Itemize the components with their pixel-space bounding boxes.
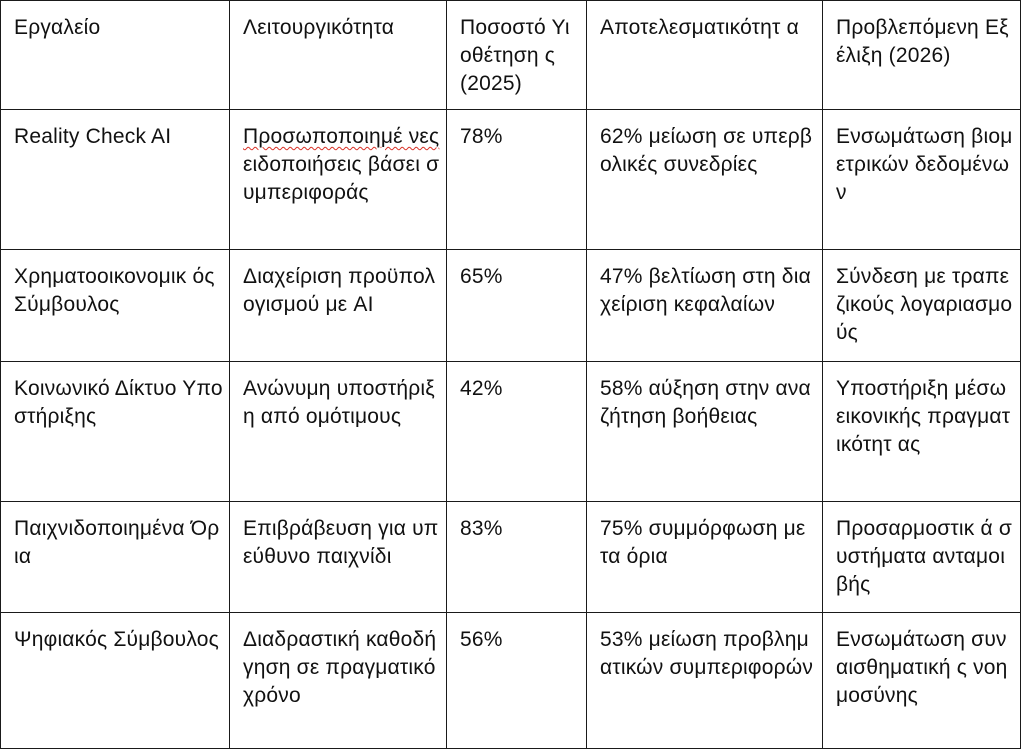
cell-tool: Χρηματοοικονομικ ός Σύμβουλος bbox=[1, 250, 230, 362]
cell-evolution: Σύνδεση με τραπεζικούς λογαριασμούς bbox=[823, 250, 1021, 362]
spellcheck-flagged-word[interactable]: Προσωποποιημέ νες bbox=[243, 125, 440, 148]
table-row bbox=[1, 250, 1021, 362]
cell-evolution: Ενσωμάτωση βιομετρικών δεδομένων bbox=[823, 110, 1021, 250]
cell-functionality: Διαχείριση προϋπολογισμού με AI bbox=[230, 250, 447, 362]
cell-evolution: Ενσωμάτωση συναισθηματική ς νοημοσύνης bbox=[823, 613, 1021, 749]
cell-functionality: Επιβράβευση για υπεύθυνο παιχνίδι bbox=[230, 502, 447, 613]
table-row bbox=[1, 502, 1021, 613]
cell-effectiveness: 58% αύξηση στην αναζήτηση βοήθειας bbox=[587, 362, 823, 502]
cell-adoption: 42% bbox=[447, 362, 587, 502]
cell-adoption: 65% bbox=[447, 250, 587, 362]
cell-adoption: 83% bbox=[447, 502, 587, 613]
table-row bbox=[1, 362, 1021, 502]
cell-evolution: Υποστήριξη μέσω εικονικής πραγματικότητ ας bbox=[823, 362, 1021, 502]
cell-functionality: Ανώνυμη υποστήριξη από ομότιμους bbox=[230, 362, 447, 502]
cell-functionality bbox=[230, 110, 447, 250]
header-evolution: Προβλεπόμενη Εξέλιξη (2026) bbox=[823, 1, 1021, 110]
header-tool: Εργαλείο bbox=[1, 1, 230, 110]
table-header-row bbox=[1, 1, 1021, 110]
cell-tool: Παιχνιδοποιημένα Όρια bbox=[1, 502, 230, 613]
cell-adoption: 56% bbox=[447, 613, 587, 749]
cell-effectiveness: 62% μείωση σε υπερβολικές συνεδρίες bbox=[587, 110, 823, 250]
cell-effectiveness: 53% μείωση προβληματικών συμπεριφορών bbox=[587, 613, 823, 749]
header-adoption: Ποσοστό Υιοθέτηση ς (2025) bbox=[447, 1, 587, 110]
header-functionality: Λειτουργικότητα bbox=[230, 1, 447, 110]
cell-tool: Reality Check AI bbox=[1, 110, 230, 250]
cell-effectiveness: 47% βελτίωση στη διαχείριση κεφαλαίων bbox=[587, 250, 823, 362]
table-row bbox=[1, 110, 1021, 250]
cell-functionality: Διαδραστική καθοδήγηση σε πραγματικό χρόνο bbox=[230, 613, 447, 749]
cell-adoption: 78% bbox=[447, 110, 587, 250]
cell-tool: Κοινωνικό Δίκτυο Υποστήριξης bbox=[1, 362, 230, 502]
cell-evolution: Προσαρμοστικ ά συστήματα ανταμοιβής bbox=[823, 502, 1021, 613]
cell-functionality-text: ειδοποιήσεις βάσει συμπεριφοράς bbox=[243, 153, 440, 204]
cell-effectiveness: 75% συμμόρφωση με τα όρια bbox=[587, 502, 823, 613]
header-effectiveness: Αποτελεσματικότητ α bbox=[587, 1, 823, 110]
table-row bbox=[1, 613, 1021, 749]
cell-tool: Ψηφιακός Σύμβουλος bbox=[1, 613, 230, 749]
